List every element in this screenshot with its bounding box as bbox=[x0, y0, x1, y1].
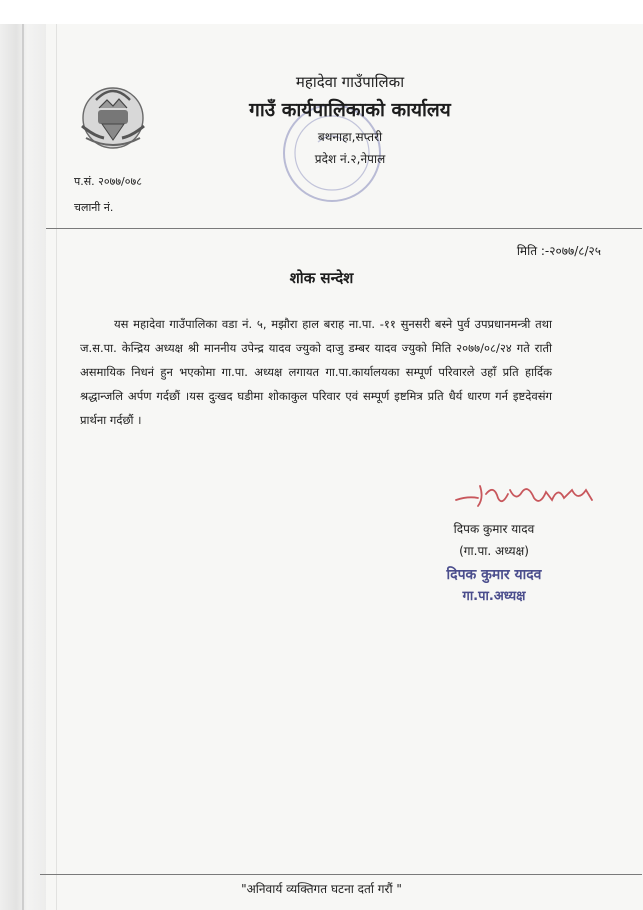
stamp-name: दिपक कुमार यादव bbox=[446, 567, 542, 583]
letter-date: मिति :-२०७७/८/२५ bbox=[516, 244, 601, 258]
stamp-role: गा.पा.अध्यक्ष bbox=[462, 589, 526, 604]
municipality-name: महादेवा गाउँपालिका bbox=[295, 73, 405, 91]
office-province: प्रदेश नं.२,नेपाल bbox=[314, 152, 386, 166]
office-address: बथनाहा,सप्तरी bbox=[317, 130, 383, 144]
footer-divider bbox=[40, 874, 642, 875]
office-name: गाउँ कार्यपालिकाको कार्यालय bbox=[249, 99, 451, 121]
header-divider bbox=[46, 228, 642, 229]
letter-body: यस महादेवा गाउँपालिका वडा नं. ५, मझौरा हाल बराह ना.पा. -११ सुनसरी बस्ने पुर्व उपप्रधानमन्त्री तथा ज.स.पा. केन्द्रिय अध्यक्ष श्री माननीय उपेन्द्र यादव ज्युको दाजु डम्बर यादव ज्युको मिति २०७७/०८/२४ गते राती असमायिक निधनं हुन भएकोमा गा.पा. अध्यक्ष लगायत गा.पा.कार्यालयका सम्पूर्ण परिवारले उहाँ प्रति हार्दिक श्रद्धान्जलि अर्पण गर्दछौं ।यस दुःखद घडीमा शोकाकुल परिवार एवं सम्पूर्ण इष्टमित्र प्रति धैर्य धारण गर्न इष्टदेवसंग प्रार्थना गर्दछौं । bbox=[80, 317, 552, 427]
letter-subject: शोक सन्देश bbox=[289, 269, 354, 287]
nepal-emblem-icon bbox=[74, 78, 152, 154]
signatory-name: दिपक कुमार यादव bbox=[453, 522, 535, 536]
scan-margin bbox=[0, 0, 643, 24]
dispatch-number: चलानी नं. bbox=[74, 201, 114, 214]
handwritten-signature bbox=[450, 476, 610, 516]
scan-line bbox=[56, 24, 57, 910]
scan-line bbox=[22, 24, 24, 910]
footer-slogan: "अनिवार्य व्यक्तिगत घटना दर्ता गरौं " bbox=[241, 882, 402, 896]
reference-number: प.सं. २०७७/०७८ bbox=[74, 175, 142, 188]
signatory-role: (गा.पा. अध्यक्ष) bbox=[459, 544, 529, 558]
